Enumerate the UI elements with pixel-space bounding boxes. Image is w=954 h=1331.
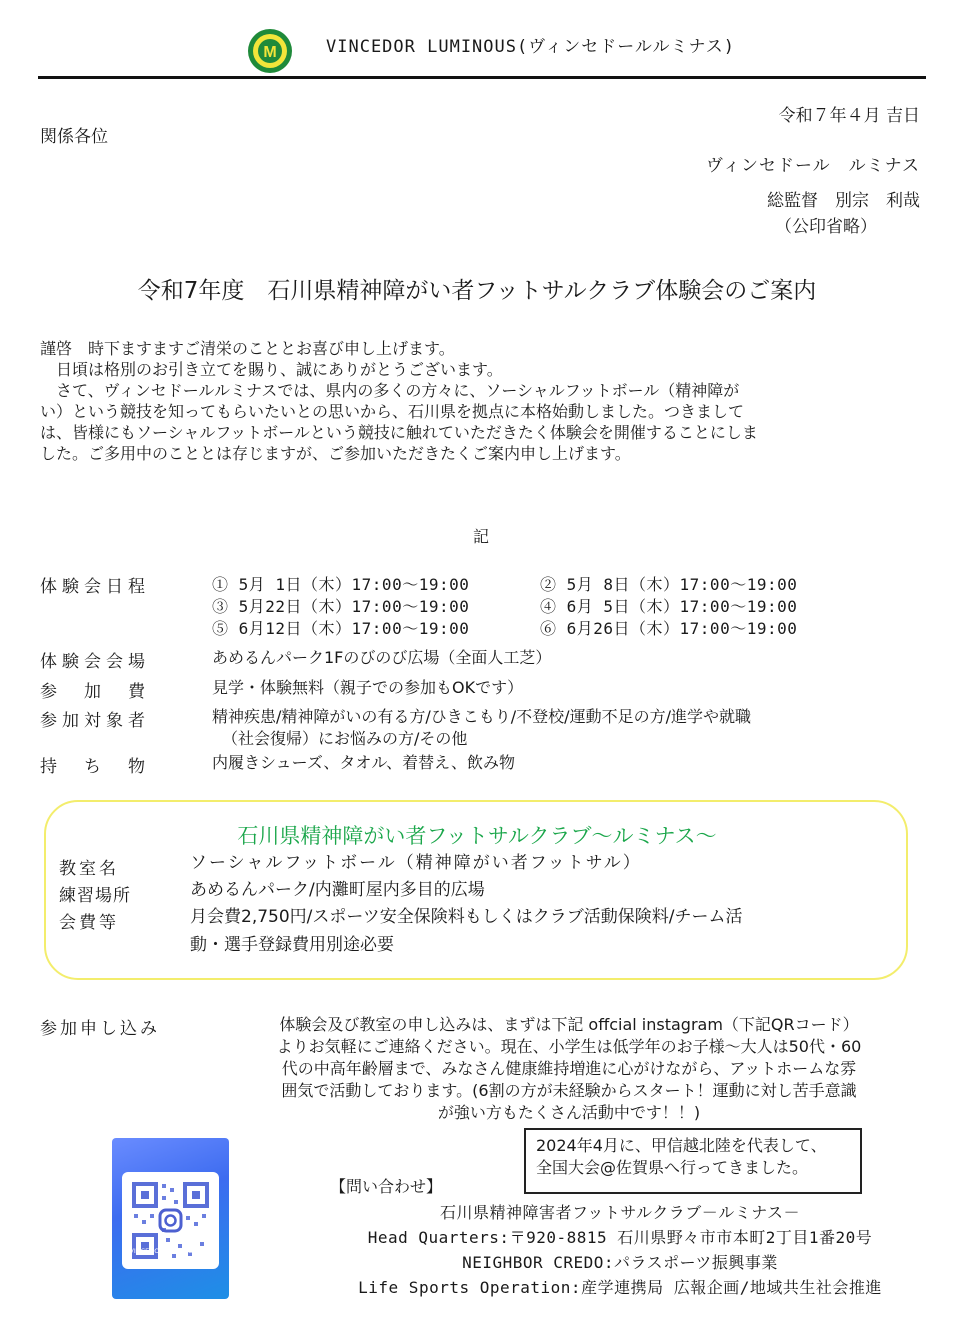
seal-note: （公印省略） xyxy=(775,217,877,237)
contact-info xyxy=(320,1200,920,1300)
club-fee-value: 月会費2,750円/スポーツ安全保険料もしくはクラブ活動保険料/チーム活 xyxy=(190,907,743,927)
club-emblem-icon xyxy=(247,28,293,74)
body-line: は、皆様にもソーシャルフットボールという競技に触れていただきたく体験会を開催することにしま xyxy=(40,423,758,442)
club-logo xyxy=(247,28,293,74)
venue-label: 体験会会場 xyxy=(40,652,150,672)
target-value: 精神疾患/精神障がいの有る方/ひきこもり/不登校/運動不足の方/進学や就職 xyxy=(212,707,751,726)
schedule-item: ③ 5月22日（木）17:00～19:00 xyxy=(212,597,470,616)
fee-value: 見学・体験無料（親子での参加もOKです） xyxy=(212,678,524,697)
items-label: 持 ち 物 xyxy=(40,757,150,777)
notice-line: 2024年4月に、甲信越北陸を代表して、 xyxy=(536,1136,827,1155)
apply-line: 体験会及び教室の申し込みは、まずは下記 offcial instagram（下記QRコード） xyxy=(279,1015,859,1034)
class-label: 教室名 xyxy=(59,859,119,879)
body-line: さて、ヴィンセドールルミナスでは、県内の多くの方々に、ソーシャルフットボール（精神障が xyxy=(40,381,740,400)
org-name: VINCEDOR LUMINOUS(ヴィンセドールルミナス) xyxy=(326,37,735,57)
venue-value: あめるんパーク1Fのびのび広場（全面人工芝） xyxy=(212,648,552,667)
notice-line: 全国大会@佐賀県へ行ってきました。 xyxy=(536,1158,809,1177)
addressee: 関係各位 xyxy=(40,127,108,147)
sender-org: ヴィンセドール ルミナス xyxy=(706,156,920,176)
body-line: い）という競技を知ってもらいたいとの思いから、石川県を拠点に本格始動しました。つきまして xyxy=(40,402,745,421)
place-label: 練習場所 xyxy=(59,886,131,906)
apply-label: 参加申し込み xyxy=(40,1019,160,1039)
schedule-item: ④ 6月 5日（木）17:00～19:00 xyxy=(540,597,798,616)
sender-title-name: 総監督 別宗 利哉 xyxy=(767,191,920,211)
items-value: 内履きシューズ、タオル、着替え、飲み物 xyxy=(212,753,516,772)
header-divider xyxy=(38,76,926,79)
letter-date: 令和７年４月 吉日 xyxy=(778,106,920,126)
instagram-handle: @VINCEDOR_LUMINOUS2021 xyxy=(122,1247,219,1255)
contact-line: Life Sports Operation:産学連携局 広報企画/地域共生社会推進 xyxy=(358,1278,882,1297)
schedule-item: ② 5月 8日（木）17:00～19:00 xyxy=(540,575,798,594)
club-fee-value-cont: 動・選手登録費用別途必要 xyxy=(190,935,394,955)
apply-line: 代の中高年齢層まで、みなさん健康維持増進に心がけながら、アットホームな雰 xyxy=(281,1059,857,1078)
apply-line: よりお気軽にご連絡ください。現在、小学生は低学年のお子様～大人は50代・60 xyxy=(276,1037,862,1056)
instagram-icon xyxy=(160,1210,181,1231)
body-line: 日頃は格別のお引き立てを賜り、誠にありがとうございます。 xyxy=(40,360,503,379)
contact-line: 石川県精神障害者フットサルクラブ－ルミナス－ xyxy=(439,1203,801,1222)
body-line: した。ご多用中のこととは存じますが、ご参加いただきたくご案内申し上げます。 xyxy=(40,444,631,463)
logo-letter: M xyxy=(263,44,277,61)
ki-heading: 記 xyxy=(473,527,490,546)
contact-heading: 【問い合わせ】 xyxy=(330,1177,443,1196)
letter-body xyxy=(40,338,920,464)
target-value-cont: （社会復帰）にお悩みの方/その他 xyxy=(222,729,468,748)
schedule-label: 体験会日程 xyxy=(40,577,150,597)
schedule-item: ⑥ 6月26日（木）17:00～19:00 xyxy=(540,619,798,638)
contact-line: NEIGHBOR CREDO:パラスポーツ振興事業 xyxy=(462,1253,778,1272)
schedule-item: ① 5月 1日（木）17:00～19:00 xyxy=(212,575,470,594)
place-value: あめるんパーク/内灘町屋内多目的広場 xyxy=(190,880,485,900)
page-title: 令和7年度 石川県精神障がい者フットサルクラブ体験会のご案内 xyxy=(137,278,817,304)
body-line: 謹啓 時下ますますご清栄のこととお喜び申し上げます。 xyxy=(40,339,455,358)
club-fee-label: 会費等 xyxy=(59,913,119,933)
apply-line: 囲気で活動しております。(6割の方が未経験からスタート！運動に対し苦手意識 xyxy=(281,1081,857,1100)
apply-line: が強い方もたくさん活動中です！！) xyxy=(437,1103,701,1122)
apply-text xyxy=(222,1014,916,1124)
club-title: 石川県精神障がい者フットサルクラブ～ルミナス～ xyxy=(237,824,717,848)
target-label: 参加対象者 xyxy=(40,711,150,731)
class-value: ソーシャルフットボール（精神障がい者フットサル） xyxy=(190,853,642,873)
fee-label: 参 加 費 xyxy=(40,682,150,702)
contact-line: Head Quarters:〒920-8815 石川県野々市市本町2丁目1番20号 xyxy=(367,1228,873,1247)
notice-text xyxy=(536,1135,827,1179)
schedule-item: ⑤ 6月12日（木）17:00～19:00 xyxy=(212,619,470,638)
